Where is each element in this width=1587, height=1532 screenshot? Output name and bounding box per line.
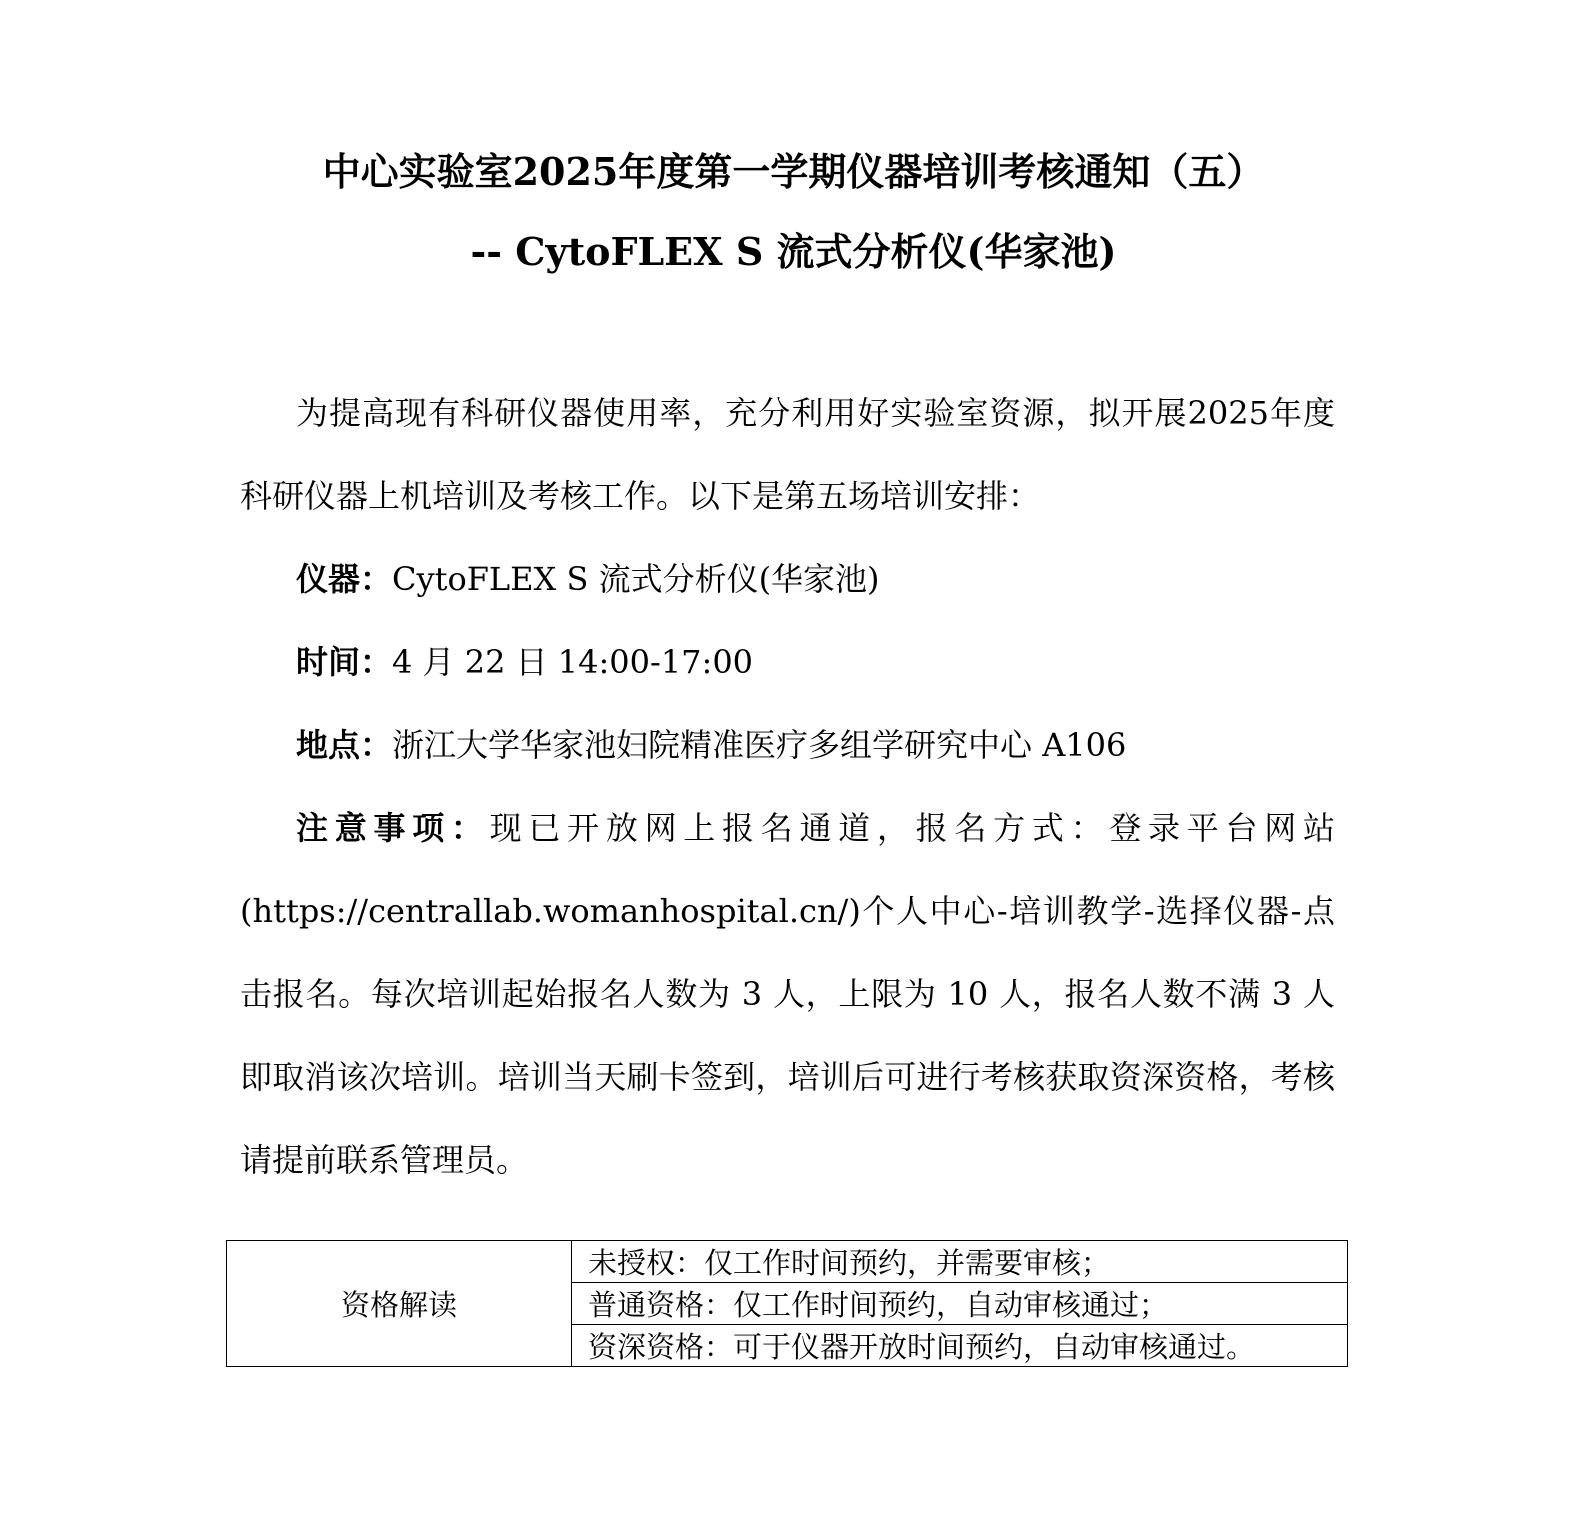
location-label: 地点： bbox=[296, 726, 393, 764]
time-value: 4 月 22 日 14:00-17:00 bbox=[392, 643, 754, 681]
time-line bbox=[240, 621, 1335, 704]
instrument-value: CytoFLEX S 流式分析仪(华家池) bbox=[392, 560, 880, 598]
document-body bbox=[240, 372, 1335, 1202]
location-value: 浙江大学华家池妇院精准医疗多组学研究中心 A106 bbox=[392, 726, 1127, 764]
qualification-row-regular: 普通资格：仅工作时间预约，自动审核通过； bbox=[572, 1283, 1348, 1325]
location-line bbox=[240, 704, 1335, 787]
table-row bbox=[227, 1241, 1348, 1283]
qualification-row-unauthorized: 未授权：仅工作时间预约，并需要审核； bbox=[572, 1241, 1348, 1283]
instrument-label: 仪器： bbox=[296, 560, 393, 598]
notes-paragraph bbox=[240, 787, 1335, 1202]
time-label: 时间： bbox=[296, 643, 393, 681]
notes-value: 现已开放网上报名通道，报名方式：登录平台网站(https://centrallab.womanhospital.cn/)个人中心-培训教学-选择仪器-点击报名。每次培训起始报名人数为 3 人，上限为 10 人，报名人数不满 3 人即取消该次培训。培训当天刷卡签到，培训后可进行考核获取资深资格，考核请提前联系管理员。 bbox=[240, 809, 1335, 1179]
document-title: 中心实验室2025年度第一学期仪器培训考核通知（五） bbox=[322, 149, 1265, 194]
instrument-line bbox=[240, 538, 1335, 621]
notes-label: 注意事项： bbox=[296, 809, 490, 847]
qualification-table bbox=[226, 1240, 1348, 1367]
document-subtitle: -- CytoFLEX S 流式分析仪(华家池) bbox=[470, 229, 1117, 274]
intro-paragraph: 为提高现有科研仪器使用率，充分利用好实验室资源，拟开展2025年度科研仪器上机培训及考核工作。以下是第五场培训安排： bbox=[240, 394, 1335, 515]
qualification-row-senior: 资深资格：可于仪器开放时间预约，自动审核通过。 bbox=[572, 1325, 1348, 1367]
qualification-header-cell: 资格解读 bbox=[227, 1241, 572, 1367]
